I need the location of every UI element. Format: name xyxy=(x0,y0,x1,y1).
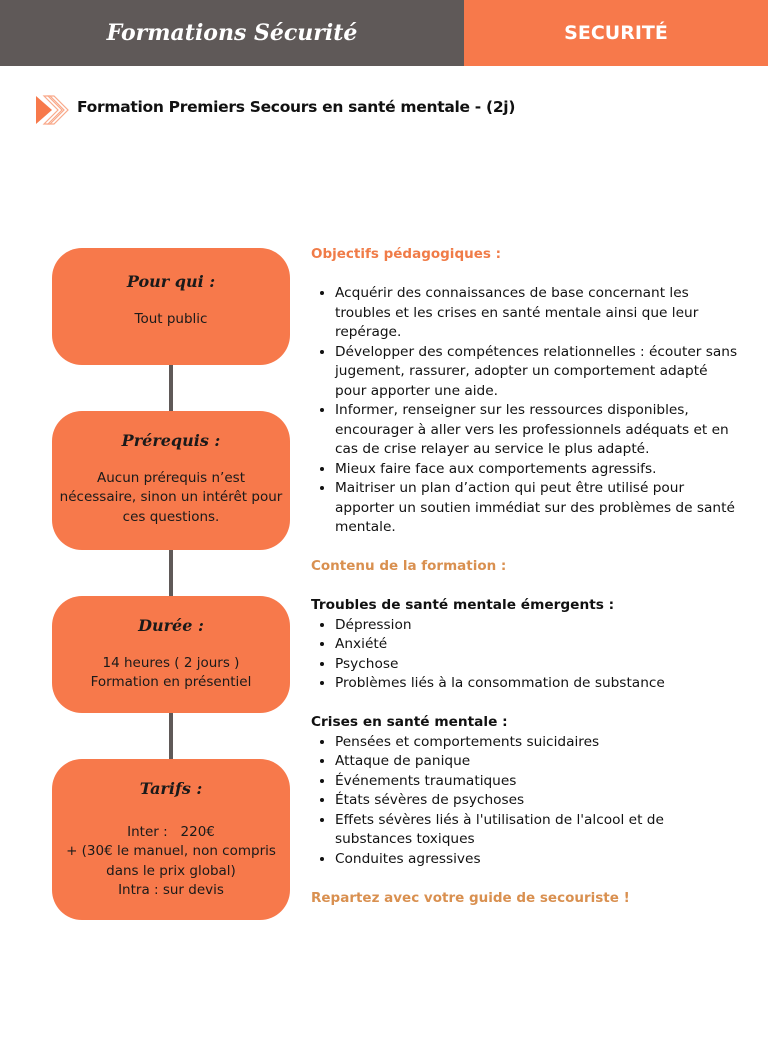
list-item: • Effets sévères liés à l'utilisation de l'alcool et de substances toxiques xyxy=(335,811,741,850)
card-heading: Pour qui : xyxy=(126,272,216,291)
card-pour-qui xyxy=(52,248,290,365)
list-item: • Dépression xyxy=(335,616,741,636)
card-text: Tout public xyxy=(134,310,208,327)
crises-title: Crises en santé mentale : xyxy=(311,714,508,730)
card-text: Aucun prérequis n’est nécessaire, sinon un intérêt pour ces questions. xyxy=(59,469,283,525)
list-item: • Problèmes liés à la consommation de substance xyxy=(335,674,741,694)
card-heading: Prérequis : xyxy=(121,431,221,450)
list-item: • Anxiété xyxy=(335,635,741,655)
list-item: • Informer, renseigner sur les ressources disponibles, encourager à aller vers les professionnels adéquats et en cas de crise relayer au service le plus adapté. xyxy=(335,401,741,460)
list-item: • Attaque de panique xyxy=(335,752,741,772)
card-tarifs xyxy=(52,759,290,920)
card-duree xyxy=(52,596,290,713)
card-text: Inter : 220€ xyxy=(127,823,215,840)
card-prerequis xyxy=(52,411,290,550)
list-item: • Acquérir des connaissances de base concernant les troubles et les crises en santé mentale ainsi que leur repérage. xyxy=(335,284,741,343)
card-text: + (30€ le manuel, non compris dans le prix global) xyxy=(66,843,276,879)
connector xyxy=(169,713,173,759)
details-column xyxy=(311,245,741,908)
list-item: • Maitriser un plan d’action qui peut être utilisé pour apporter un soutien immédiat sur des problèmes de santé mentale. xyxy=(335,479,741,538)
list-item: • Développer des compétences relationnelles : écouter sans jugement, rassurer, adopter un comportement adapté pour apporter une aide. xyxy=(335,343,741,402)
header-category: SECURITÉ xyxy=(464,0,768,66)
crises-list xyxy=(311,733,741,870)
card-text: Intra : sur devis xyxy=(118,882,224,898)
objectives-list xyxy=(311,284,741,538)
troubles-list xyxy=(311,616,741,694)
list-item: • Psychose xyxy=(335,655,741,675)
card-heading: Tarifs : xyxy=(139,779,203,798)
list-item: • Pensées et comportements suicidaires xyxy=(335,733,741,753)
page-title: Formation Premiers Secours en santé mentale - (2j) xyxy=(77,98,516,116)
header-left-title: Formations Sécurité xyxy=(0,0,464,66)
connector xyxy=(169,550,173,596)
connector xyxy=(169,365,173,411)
list-item: • États sévères de psychoses xyxy=(335,791,741,811)
objectives-title: Objectifs pédagogiques : xyxy=(311,246,502,262)
card-text: 14 heures ( 2 jours ) xyxy=(102,654,240,671)
troubles-title: Troubles de santé mentale émergents : xyxy=(311,597,615,613)
double-chevron-icon xyxy=(34,94,72,126)
list-item: • Mieux faire face aux comportements agressifs. xyxy=(335,460,741,480)
card-heading: Durée : xyxy=(138,616,204,635)
list-item: • Conduites agressives xyxy=(335,850,741,870)
closing-text: Repartez avec votre guide de secouriste ! xyxy=(311,889,630,906)
list-item: • Événements traumatiques xyxy=(335,772,741,792)
content-title: Contenu de la formation : xyxy=(311,558,507,574)
card-text: Formation en présentiel xyxy=(90,674,252,690)
